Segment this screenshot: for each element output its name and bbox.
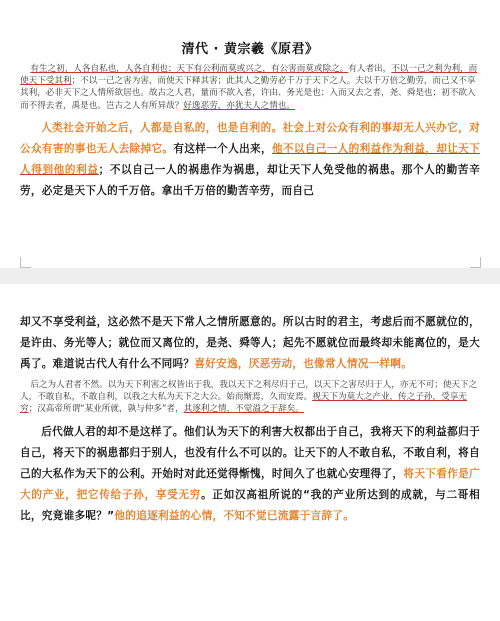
- highlighted-translation: 人类社会开始之后，人都是自私的，也是自利的。: [41, 121, 283, 134]
- translation-text: 。正如汉高祖所说的“我的产业所达到的成就，与二哥相比，究竟谁多呢？”: [20, 488, 480, 522]
- highlighted-translation: 他不以自己一人的利益作为利益，却让天下人得到他的利益: [20, 142, 481, 176]
- translation-text: 后代做人君的却不是这样了。他们认为天下的利害大权都出于自己，我将天下的利益都归于自己，将天下的祸患都归于别人，也没有什么不可以的。让天下的人不敢自私，不敢自利，将自己的大私作为天下的公利。开始时对此还觉得惭愧，时间久了也就心安理得了，: [20, 425, 480, 480]
- original-underlined-phrase: 好逸恶劳，亦犹夫人之情也。: [183, 100, 296, 111]
- original-underlined-phrase: 不以一己之利为利，而使天下受其利: [20, 64, 478, 87]
- document-page-2: [0, 284, 500, 621]
- original-text: ；不以一己之害为害，而使天下释其害；此其人之勤劳必千万于天下之人。夫以千万倍之勤劳，而己又不享其利，必非天下之人情所欲居也。故古之人君，量而不欲入者，许由、务光是也；入而又去之者，尧、舜是也；初不欲入而不得去者，禹是也。岂古之人有所异哉？: [20, 76, 476, 111]
- original-underlined-phrase: 有生之初，人各自私也，人各自利也；天下有公利而莫或兴之，有公害而莫或除之。: [30, 64, 349, 74]
- highlighted-translation: 社会上对公众有利的事却无人兴办它，对公众有害的事也无人去除掉它。: [20, 121, 480, 155]
- page-title: 清代 · 黄宗羲《原君》: [181, 42, 319, 57]
- translation-text: ；不以自己一人的祸患作为祸患，却让天下人免受他的祸患。那个人的勤苦辛劳，必定是天下人的千万倍。拿出千万倍的勤苦辛劳，而自己: [20, 163, 480, 197]
- translation-text: 有这样一个人出来，: [173, 142, 272, 155]
- original-underlined-phrase: 视天下为莫大之产业，传之子孙，受享无穷: [20, 392, 467, 415]
- highlighted-translation: 喜好安逸，厌恶劳动，也像常人情况一样啊。: [194, 358, 413, 370]
- highlighted-translation: 将天下看作是广大的产业，把它传给子孙，享受无穷: [20, 467, 480, 501]
- document-page-1: [0, 0, 500, 268]
- crop-mark: [470, 257, 481, 268]
- original-text: 有人者出，: [348, 64, 392, 74]
- crop-mark: [20, 257, 31, 268]
- original-underlined-phrase: 其逐利之情，不觉溢之于辞矣。: [183, 404, 304, 415]
- page-separator: [0, 268, 500, 284]
- highlighted-translation: 他的追逐利益的心情，不知不觉已流露于言辞了。: [114, 509, 355, 522]
- translation-paragraph: [20, 312, 480, 375]
- translation-text: 却又不享受利益，这必然不是天下常人之情所愿意的。所以古时的君主，考虑后而不愿就位的，是许由、务光等人；就位而又离位的，是尧、舜等人；起先不愿就位而最终却未能离位的，是大禹了。难道说古代人有什么不同吗？: [20, 316, 480, 370]
- original-text: 后之为人君者不然。以为天下利害之权皆出于我，我以天下之利尽归于己，以天下之害尽归于人，亦无不可；使天下之人，不敢自私，不敢自利，以我之大私为天下之大公。始而惭焉，久而安焉。: [20, 380, 478, 403]
- translation-paragraph: [20, 118, 480, 202]
- original-text-block: [20, 379, 480, 416]
- translation-paragraph: [20, 422, 480, 527]
- original-text: ；汉高帝所谓“某业所就，孰与仲多”者，: [28, 404, 184, 415]
- original-text-block: [20, 63, 480, 112]
